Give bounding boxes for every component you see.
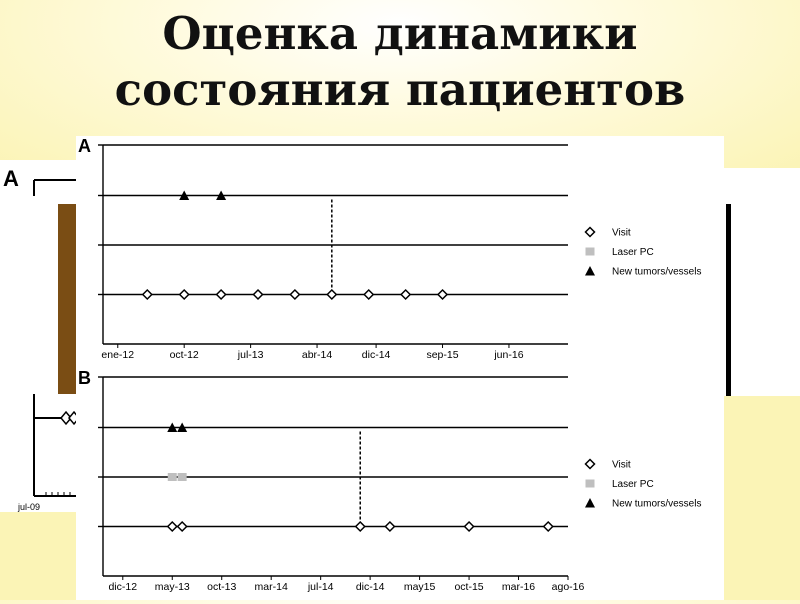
chart-panel-a: [76, 136, 724, 368]
background-figure-right: [724, 168, 800, 396]
chart-b-visit-marker: [544, 522, 553, 531]
chart-b-x-tick-label: may15: [403, 581, 436, 593]
chart-a-panel-label: A: [78, 136, 91, 156]
slide-title-line-2: состояния пациентов: [114, 63, 686, 116]
chart-a-x-tick-label: sep-15: [426, 349, 459, 361]
chart-b-x-tick-label: may-13: [154, 581, 190, 593]
chart-a-visit-marker: [217, 290, 226, 299]
chart-b-panel-label: B: [78, 368, 91, 388]
chart-b-visit-marker: [178, 522, 187, 531]
chart-b-legend-visit-label: Visit: [612, 459, 631, 471]
chart-a-visit-marker: [290, 290, 299, 299]
chart-a-x-tick-label: jun-16: [494, 349, 524, 361]
chart-b-x-tick-label: oct-15: [454, 581, 484, 593]
chart-panel-b: [76, 368, 724, 600]
chart-a-visit-marker: [364, 290, 373, 299]
chart-b-laser-pc-marker: [168, 473, 177, 481]
chart-b-x-tick-label: dic-12: [108, 581, 138, 593]
chart-b-visit-marker: [168, 522, 177, 531]
chart-b-x-tick-label: dic-14: [355, 581, 385, 593]
chart-a-legend-visit-label: Visit: [612, 227, 631, 239]
chart-b-legend-visit-marker: [586, 460, 595, 469]
photo-strip: [58, 204, 76, 394]
chart-b-legend-new-tumors-vessels-marker: [585, 498, 595, 508]
background-partial-tick-label: jul-09: [18, 502, 41, 512]
chart-a-x-tick-label: ene-12: [101, 349, 135, 361]
chart-b-visit-marker: [356, 522, 365, 531]
chart-b-laser-pc-marker: [178, 473, 187, 481]
chart-b-svg: [76, 368, 724, 600]
chart-b-legend-laser-pc-marker: [586, 480, 595, 488]
chart-a-visit-marker: [401, 290, 410, 299]
chart-a-x-tick-label: dic-14: [361, 349, 391, 361]
chart-a-x-tick-label: jul-13: [237, 349, 264, 361]
chart-b-legend-new-tumors-vessels-label: New tumors/vessels: [612, 498, 702, 510]
chart-a-visit-marker: [438, 290, 447, 299]
chart-a-x-tick-label: oct-12: [169, 349, 199, 361]
background-panel-letter: A: [3, 166, 19, 191]
chart-b-legend-laser-pc-label: Laser PC: [612, 479, 654, 490]
chart-b-x-tick-label: mar-14: [254, 581, 288, 593]
chart-b-x-tick-label: ago-16: [551, 581, 585, 593]
chart-a-visit-marker: [180, 290, 189, 299]
chart-b-x-tick-label: oct-13: [207, 581, 237, 593]
chart-b-x-tick-label: jul-14: [307, 581, 334, 593]
chart-a-legend-visit-marker: [586, 228, 595, 237]
chart-a-legend-laser-pc-marker: [586, 248, 595, 256]
chart-b-visit-marker: [465, 522, 474, 531]
chart-b-visit-marker: [385, 522, 394, 531]
slide-title-line-1: Оценка динамики: [162, 7, 638, 60]
chart-a-visit-marker: [327, 290, 336, 299]
background-figure-border: [726, 204, 731, 396]
chart-a-legend-new-tumors-vessels-marker: [585, 266, 595, 276]
background-figure-left: [0, 160, 76, 512]
chart-a-legend-laser-pc-label: Laser PC: [612, 247, 654, 258]
slide-title: [0, 6, 800, 118]
chart-b-x-tick-label: mar-16: [501, 581, 536, 593]
chart-a-x-tick-label: abr-14: [301, 349, 333, 361]
chart-a-legend-new-tumors-vessels-label: New tumors/vessels: [612, 266, 702, 278]
chart-a-visit-marker: [254, 290, 263, 299]
chart-a-visit-marker: [143, 290, 152, 299]
chart-a-svg: [76, 136, 724, 368]
